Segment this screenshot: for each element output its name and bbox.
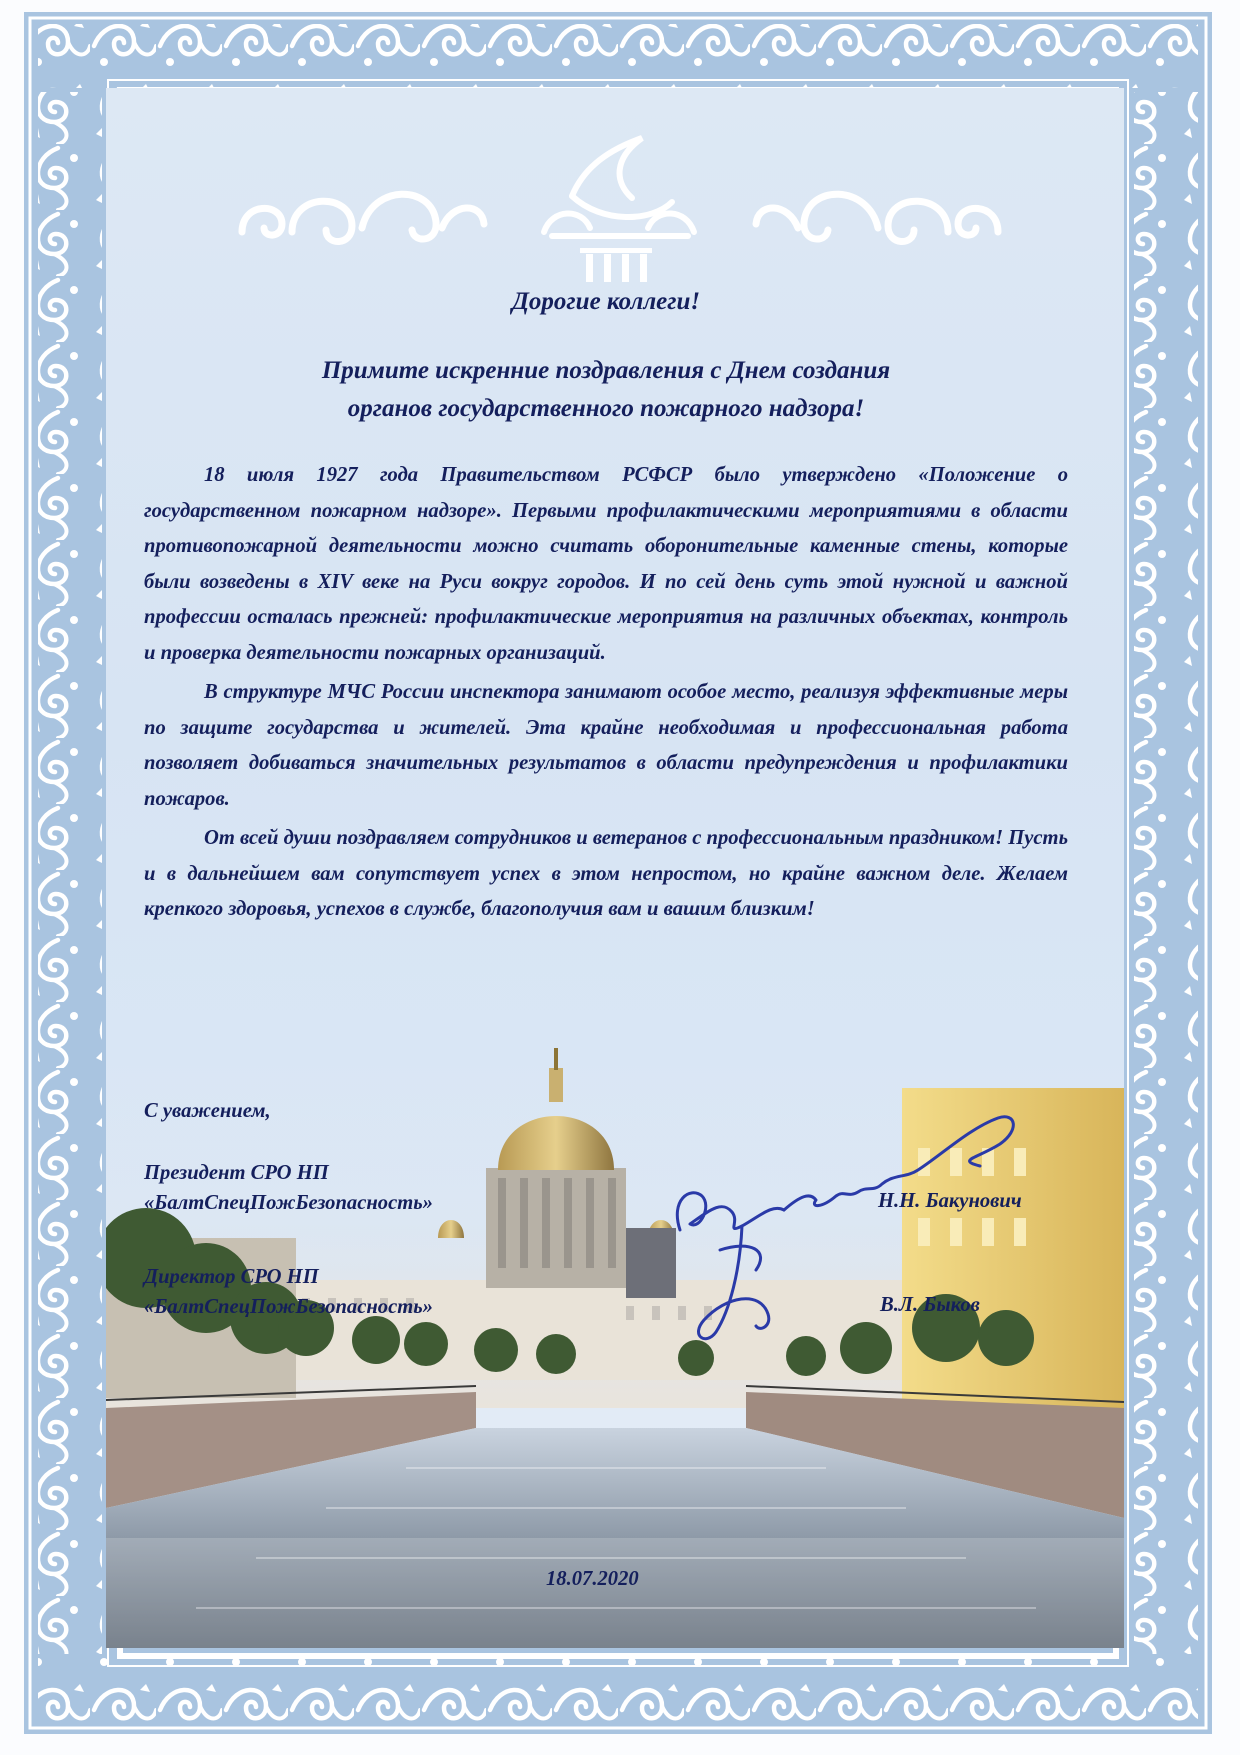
letter-date: 18.07.2020 [546,1568,639,1590]
signatory-2-org: «БалтСпецПожБезопасность» [144,1296,433,1318]
greeting-heading: Дорогие коллеги! [511,288,701,315]
body-paragraph-2: В структуре МЧС России инспектора занимают особое место, реализуя эффективные меры по защите государства и жителей. Эта крайне необходимая и профессиональная работа позволяет добиваться значительных результатов в области предупреждения и профилактики пожаров. [144,681,1068,810]
subtitle-line-1: Примите искренние поздравления с Днем создания [321,357,891,384]
body-paragraph-3: От всей души поздравляем сотрудников и ветеранов с профессиональным праздником! Пусть и в дальнейшем вам сопутствует успех в этом непростом, но крайне важном деле. Желаем крепкого здоровья, успехов в службе, благополучия вам и вашим близким! [144,827,1068,920]
torch-logo-icon [222,132,1018,292]
body-paragraph-1: 18 июля 1927 года Правительством РСФСР было утверждено «Положение о государственном пожарном надзоре». Первыми профилактическими мероприятиями в области противопожарной деятельности можно считать оборонительные каменные стены, которые были возведены в XIV веке на Руси вокруг городов. И по сей день суть этой нужной и важной профессии осталась прежней: профилактические мероприятия на различных объектах, контроль и проверка деятельности пожарных организаций. [144,464,1068,664]
signatory-1-org: «БалтСпецПожБезопасность» [144,1192,433,1214]
signatory-1-name: Н.Н. Бакунович [878,1190,1022,1212]
letter-body [144,458,1068,932]
subtitle-heading [0,352,1212,428]
signatory-1-position: Президент СРО НП [144,1162,329,1184]
closing-text: С уважением, [144,1100,271,1122]
signatory-1-title [144,1158,433,1218]
signatory-2-position: Директор СРО НП [144,1266,319,1288]
handwritten-signature-icon [660,1100,1040,1360]
subtitle-line-2: органов государственного пожарного надзора! [347,395,865,422]
signatory-2-title [144,1262,433,1322]
signatory-2-name: В.Л. Быков [880,1294,980,1316]
